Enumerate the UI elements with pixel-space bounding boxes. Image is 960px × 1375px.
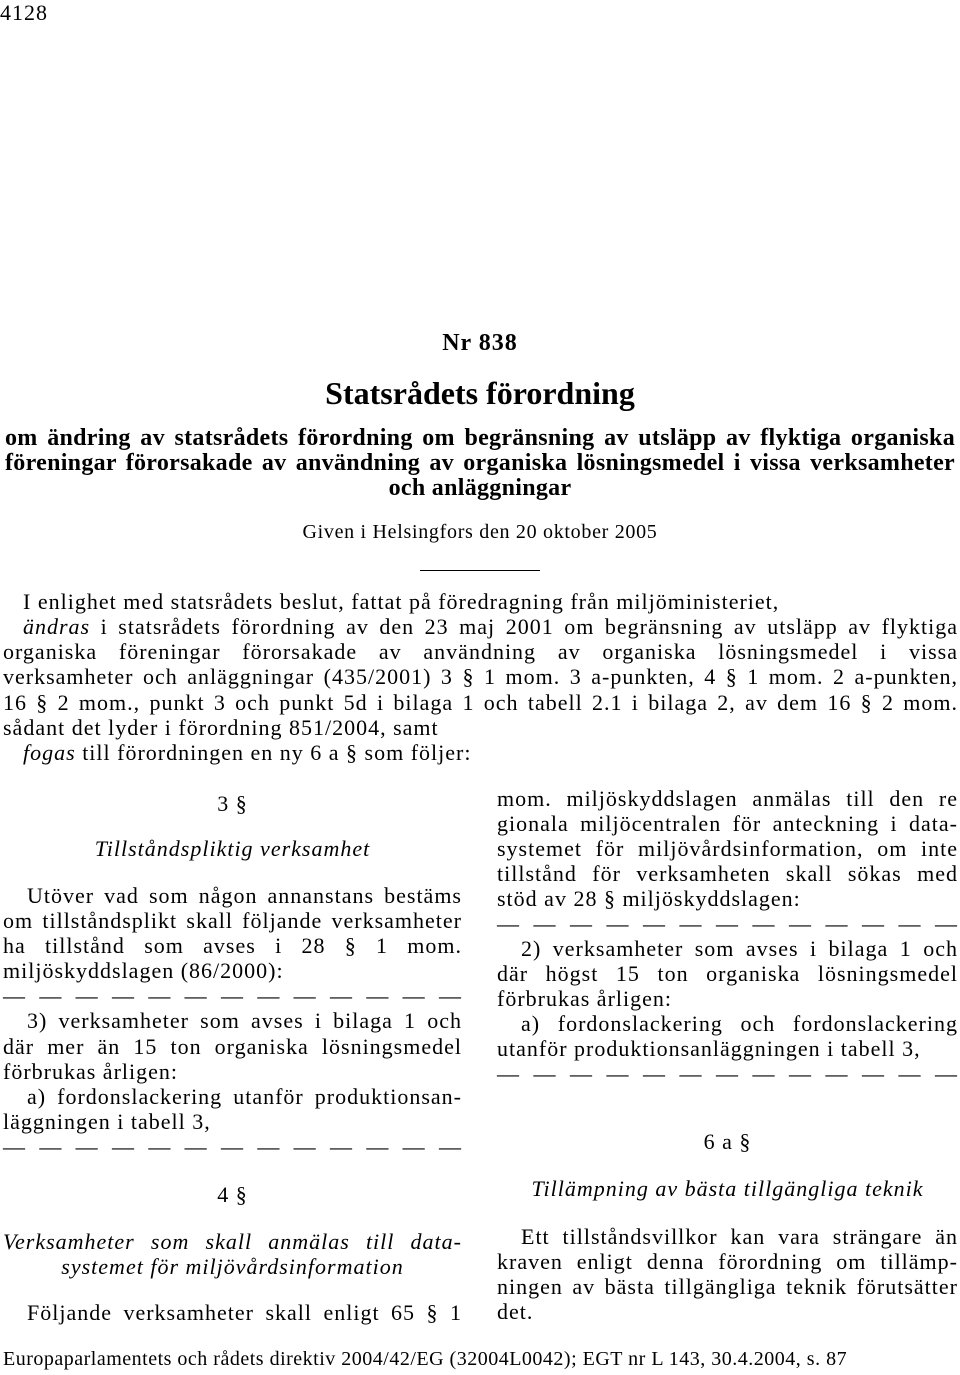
title-line: Verksamheter som skall anmälas till data- (3, 1229, 462, 1254)
preamble (3, 589, 958, 765)
text-line: ningen av bästa tillgängliga teknik förutsätter (497, 1274, 958, 1299)
subtitle-line: om ändring av statsrådets förordning om begränsning av utsläpp av flyktiga organiska (5, 425, 955, 451)
subtitle-line: föreningar förorsakade av användning av organiska lösningsmedel i vissa verksamheter (5, 450, 955, 476)
section-3-number: 3 § (217, 791, 248, 816)
emphasis-word: ändras (23, 614, 91, 640)
preamble-line: verksamheter och anläggningar (435/2001) 3 § 1 mom. 3 a-punkten, 4 § 1 mom. 2 a-punkten, (3, 664, 958, 690)
text-line: om tillståndsplikt skall följande verksamheter (3, 908, 462, 934)
title-line: systemet för miljövårdsinformation (61, 1254, 404, 1279)
section-3-body (3, 883, 462, 1159)
preamble-line (3, 614, 958, 639)
section-6a-number: 6 a § (703, 1129, 752, 1154)
emphasis-word: fogas (23, 739, 76, 765)
text-line: förbrukas årligen: (3, 1058, 178, 1084)
text-line: där högst 15 ton organiska lösningsmedel (497, 961, 958, 986)
text-line: 3) verksamheter som avses i bilaga 1 och (27, 1008, 462, 1034)
text-line: Ett tillståndsvillkor kan vara strängare än (521, 1224, 958, 1249)
text-line: förbrukas årligen: (497, 986, 672, 1011)
section-4-body-start (3, 1300, 462, 1325)
title-divider (420, 570, 540, 571)
text-line: stöd av 28 § miljöskyddslagen: (497, 886, 801, 911)
omission-separator: — — — — — — — — — — — — — (497, 1061, 958, 1086)
text-line: Följande verksamheter skall enligt 65 § 1 (27, 1300, 462, 1325)
omission-separator: — — — — — — — — — — — — — (3, 1133, 462, 1159)
section-4-number: 4 § (217, 1182, 248, 1207)
text-line: kraven enligt denna förordning om tillämp- (497, 1249, 958, 1274)
preamble-line (3, 740, 958, 765)
text-line: ha tillstånd som avses i 28 § 1 mom. (3, 933, 462, 959)
section-6a-title: Tillämpning av bästa tillgängliga teknik (531, 1176, 924, 1201)
document-title: Statsrådets förordning (325, 375, 635, 411)
preamble-text: till förordningen en ny 6 a § som följer: (75, 739, 472, 765)
omission-separator: — — — — — — — — — — — — — (497, 911, 958, 936)
text-line: 2) verksamheter som avses i bilaga 1 och (521, 936, 958, 961)
preamble-line: sådant det lyder i förordning 851/2004, samt (3, 714, 439, 740)
section-4-body-continued (497, 786, 958, 1086)
preamble-line: I enlighet med statsrådets beslut, fattat på föredragning från miljöministeriet, (23, 589, 780, 614)
footnote: Europaparlamentets och rådets direktiv 2004/42/EG (32004L0042); EGT nr L 143, 30.4.2004, s. 87 (3, 1348, 848, 1370)
text-line: det. (497, 1299, 534, 1324)
omission-separator: — — — — — — — — — — — — — (3, 983, 462, 1009)
section-4-title (3, 1229, 462, 1279)
statute-number: Nr 838 (442, 330, 518, 356)
text-line: mom. miljöskyddslagen anmälas till den re (497, 786, 958, 811)
given-date-line: Given i Helsingfors den 20 oktober 2005 (302, 521, 658, 543)
text-line: tillstånd för verksamheten skall sökas med (497, 861, 958, 886)
text-line: gionala miljöcentralen för anteckning i data- (497, 811, 958, 836)
text-line: miljöskyddslagen (86/2000): (3, 958, 284, 984)
page-number: 4128 (0, 0, 48, 25)
text-line: a) fordonslackering och fordonslackering (521, 1011, 958, 1036)
preamble-line: organiska föreningar förorsakade av användning av organiska lösningsmedel i vissa (3, 639, 958, 665)
text-line: Utöver vad som någon annanstans bestäms (27, 883, 462, 908)
text-line: utanför produktionsanläggningen i tabell 3, (497, 1036, 921, 1061)
section-3-title: Tillståndspliktig verksamhet (94, 836, 371, 861)
text-line: där mer än 15 ton organiska lösningsmedel (3, 1033, 462, 1059)
subtitle-line: och anläggningar (388, 475, 572, 501)
text-line: a) fordonslackering utanför produktionsan- (27, 1083, 462, 1109)
text-line: systemet för miljövårdsinformation, om inte (497, 836, 958, 861)
preamble-text: i statsrådets förordning av den 23 maj 2001 om begränsning av utsläpp av flyktiga (90, 614, 958, 640)
section-6a-body (497, 1224, 958, 1324)
preamble-line: 16 § 2 mom., punkt 3 och punkt 5d i bilaga 1 och tabell 2.1 i bilaga 2, av dem 16 § 2 mom. (3, 689, 958, 715)
text-line: läggningen i tabell 3, (3, 1108, 211, 1134)
document-subtitle (5, 426, 955, 501)
